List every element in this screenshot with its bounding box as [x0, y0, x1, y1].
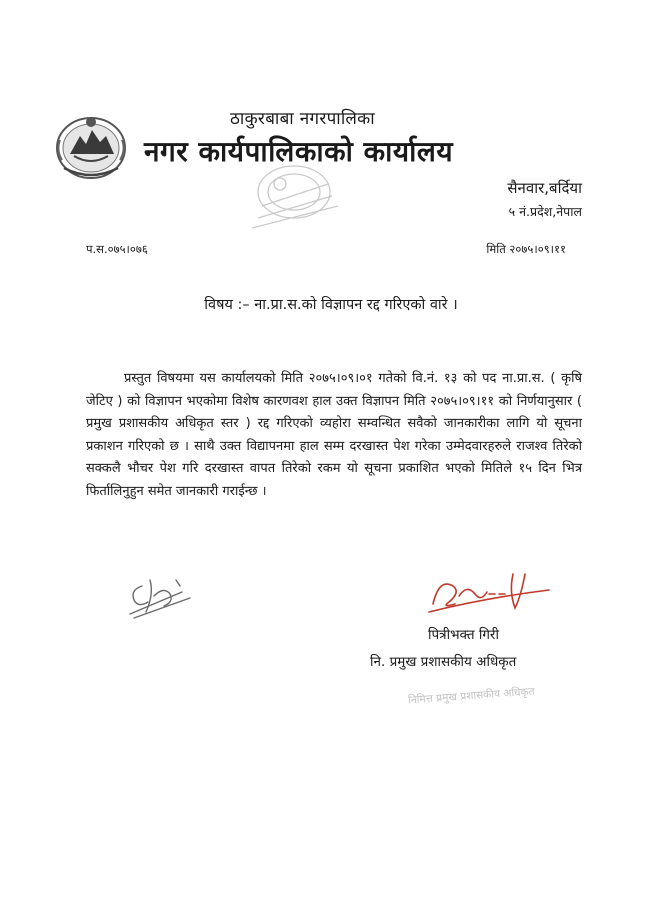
nepal-emblem-icon [52, 110, 130, 182]
municipality-name: ठाकुरबाबा नगरपालिका [230, 109, 375, 129]
subject-line: विषय :– ना.प्रा.स.को विज्ञापन रद्द गरिएको वारे । [204, 297, 458, 313]
signatory-title: नि. प्रमुख प्रशासकीय अधिकृत [370, 654, 517, 670]
reference-number: प.स.०७५।०७६ [86, 242, 148, 256]
body-paragraph: प्रस्तुत विषयमा यस कार्यालयको मिति २०७५।०९।०१ गतेको वि.नं. १३ को पद ना.प्रा.स. ( कृषि जेटिए ) को विज्ञापन भएकोमा विशेष कारणवश हाल उक्त विज्ञापन मिति २०७५।०९।११ को निर्णयानुसार ( प्रमुख प्रशासकीय अधिकृत स्तर ) रद्द गरिएको व्यहोरा सम्वन्धित सवैको जानकारीका लागि यो सूचना प्रकाशन गरिएको छ । साथै उक्त विद्यापनमा हाल सम्म दरखास्त पेश गरेका उम्मेदवारहरुले राजश्व तिरेको सक्कलै भौचर पेश गरि दरखास्त वापत तिरेको रकम यो सूचना प्रकाशित भएको मितिले १५ दिन भित्र फिर्तालिनुहुन समेत जानकारी गराईन्छ । [86, 371, 582, 499]
address-line-1: सैनवार,बर्दिया [507, 179, 582, 197]
address-line-2: ५ नं.प्रदेश,नेपाल [508, 204, 582, 219]
letter-date: मिति २०७५।०९।११ [486, 242, 566, 256]
signatory-name: पित्रीभक्त गिरी [428, 627, 499, 643]
office-seal-icon [232, 162, 350, 234]
signature-icon [425, 568, 555, 620]
office-title: नगर कार्यपालिकाको कार्यालय [144, 135, 454, 168]
designation-stamp: निमित्त प्रमुख प्रशासकीय अधिकृत [407, 685, 535, 707]
initials-signature-icon [120, 572, 198, 620]
